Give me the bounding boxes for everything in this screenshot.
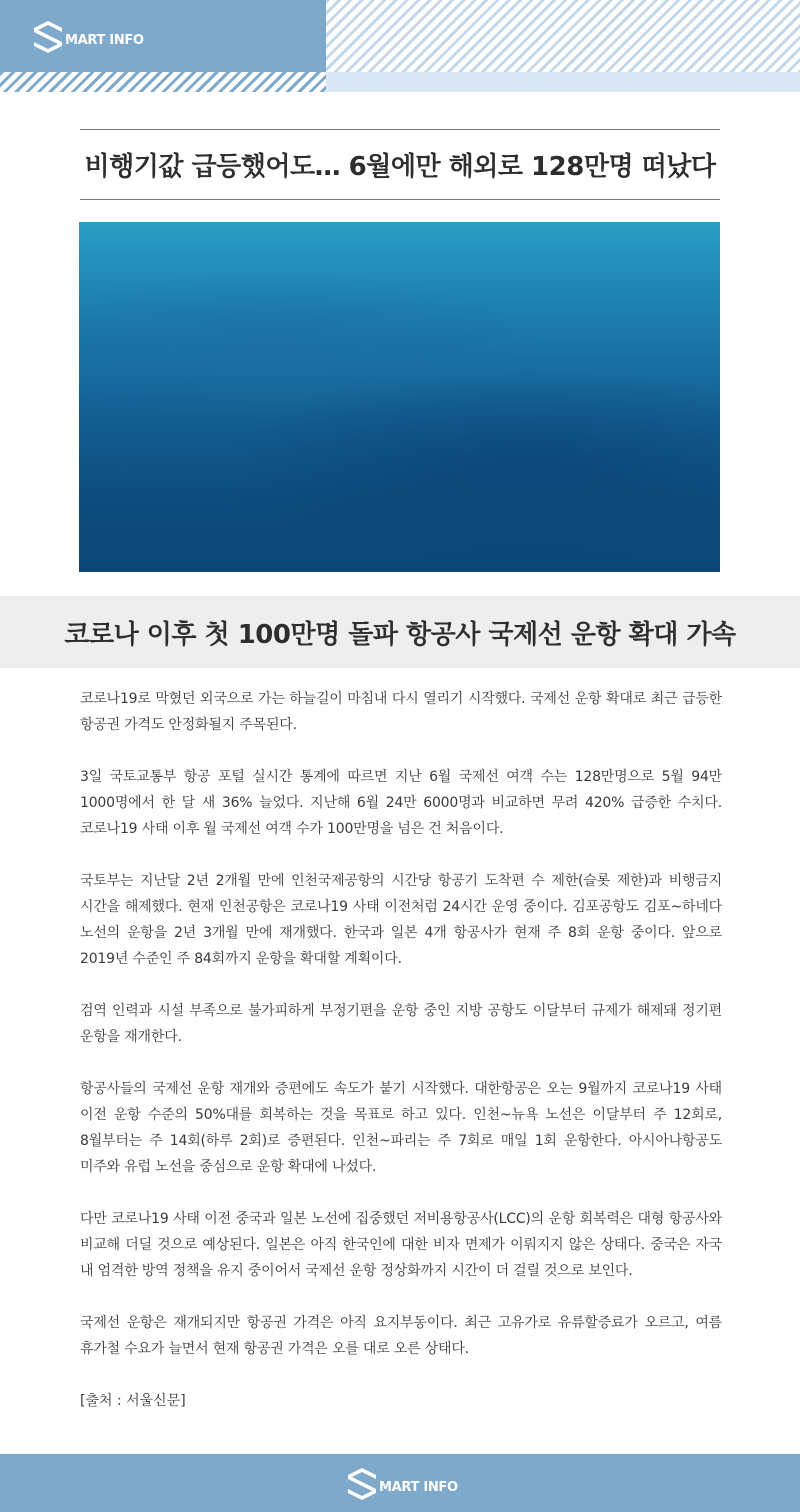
article-paragraph: 코로나19로 막혔던 외국으로 가는 하늘길이 마침내 다시 열리기 시작했다. 국제선 운항 확대로 최근 급등한 항공권 가격도 안정화될지 주목된다. (80, 691, 722, 733)
article-title-box (80, 129, 720, 200)
article-paragraph: 다만 코로나19 사태 이전 중국과 일본 노선에 집중했던 저비용항공사(LCC)의 운항 회복력은 대형 항공사와 비교해 더딜 것으로 예상된다. 일본은 아직 한국인에 대한 비자 면제가 이뤄지지 않은 상태다. 중국은 자국 내 엄격한 방역 정책을 유지 중이어서 국제선 운항 정상화까지 시간이 더 걸릴 것으로 보인다. (80, 1211, 722, 1279)
header-logo (33, 20, 144, 54)
smart-info-s-logo-icon (347, 1467, 377, 1501)
header-stripe-right (326, 0, 800, 72)
footer-logo (347, 1467, 458, 1501)
logo-text: MART INFO (379, 1479, 458, 1495)
header-stripe-left (0, 72, 326, 92)
airplane-over-ocean-image (79, 222, 720, 572)
article-paragraph: 항공사들의 국제선 운항 재개와 증편에도 속도가 붙기 시작했다. 대한항공은 오는 9월까지 코로나19 사태 이전 운항 수준의 50%대를 회복하는 것을 목표로 하고 있다. 인천~뉴욕 노선은 이달부터 주 12회로, 8월부터는 주 14회(하루 2회)로 증편된다. 인천~파리는 주 7회로 매일 1회 운항한다. 아시아나항공도 미주와 유럽 노선을 중심으로 운항 확대에 나섰다. (80, 1081, 722, 1175)
article-title: 비행기값 급등했어도… 6월에만 해외로 128만명 떠났다 (84, 152, 716, 182)
article-paragraph: 국제선 운항은 재개되지만 항공권 가격은 아직 요지부동이다. 최근 고유가로 유류할증료가 오르고, 여름 휴가철 수요가 늘면서 현재 항공권 가격은 오를 대로 오른 상태다. (80, 1315, 722, 1357)
article-paragraph: 국토부는 지난달 2년 2개월 만에 인천국제공항의 시간당 항공기 도착편 수 제한(슬롯 제한)과 비행금지 시간을 해제했다. 현재 인천공항은 코로나19 사태 이전처럼 24시간 운영 중이다. 김포공항도 김포~하네다 노선의 운항을 2년 3개월 만에 재개했다. 한국과 일본 4개 항공사가 현재 주 8회 운항 중이다. 앞으로 2019년 수준인 주 84회까지 운항을 확대할 계획이다. (80, 873, 722, 967)
article-body (80, 686, 722, 1414)
article-paragraph: 3일 국토교통부 항공 포털 실시간 통계에 따르면 지난 6월 국제선 여객 수는 128만명으로 5월 94만 1000명에서 한 달 새 36% 늘었다. 지난해 6월 24만 6000명과 비교하면 무려 420% 급증한 수치다. 코로나19 사태 이후 월 국제선 여객 수가 100만명을 넘은 건 처음이다. (80, 769, 722, 837)
article-paragraph: 검역 인력과 시설 부족으로 불가피하게 부정기편을 운항 중인 지방 공항도 이달부터 규제가 해제돼 정기편 운항을 재개한다. (80, 1003, 722, 1045)
smart-info-s-logo-icon (33, 20, 63, 54)
subtitle-band (0, 596, 800, 668)
header-band-right (326, 72, 800, 92)
article-source: [출처 : 서울신문] (80, 1393, 186, 1409)
logo-text: MART INFO (65, 32, 144, 48)
article-subtitle: 코로나 이후 첫 100만명 돌파 항공사 국제선 운항 확대 가속 (64, 619, 736, 650)
